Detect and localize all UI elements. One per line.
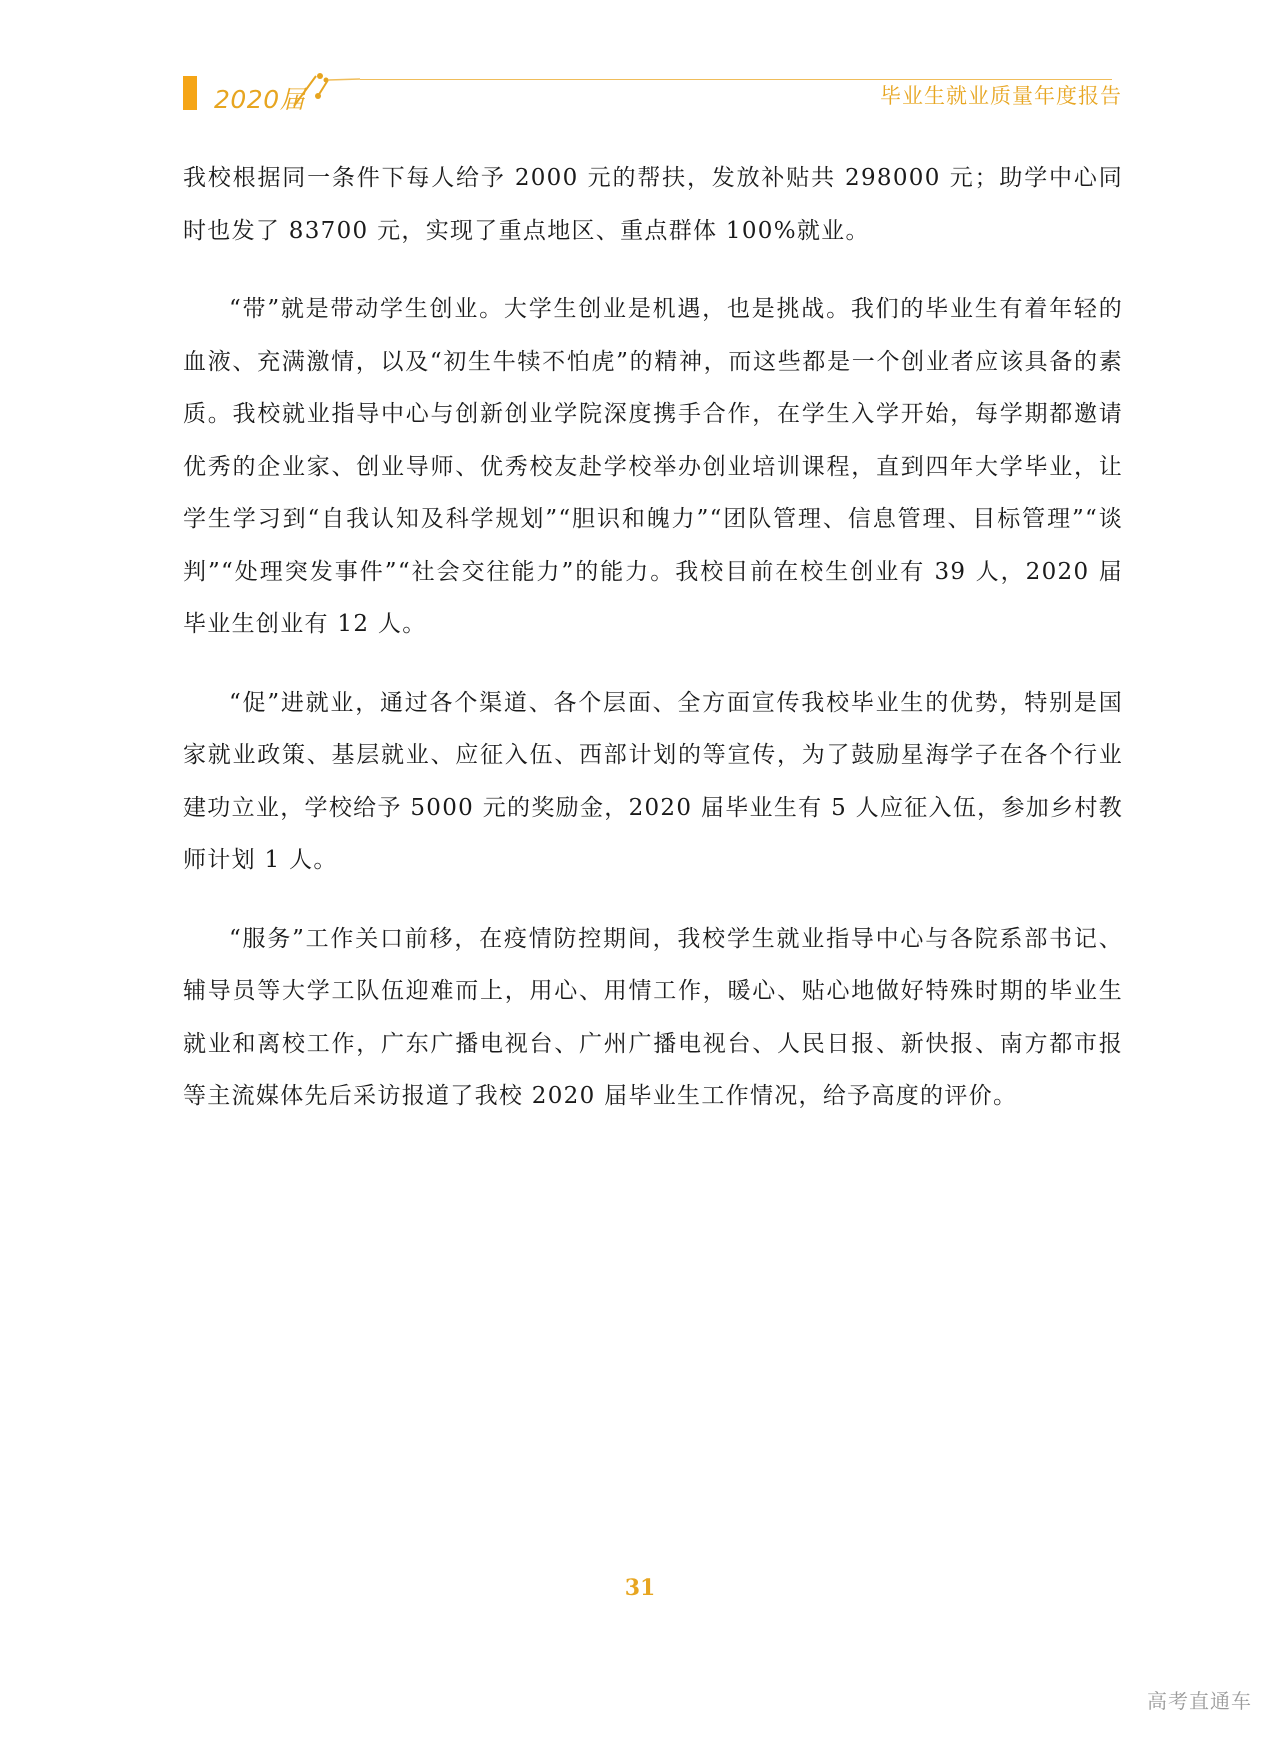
header-slash-dots-icon xyxy=(290,70,362,110)
body-text xyxy=(183,152,1123,1149)
header-accent-bar xyxy=(183,76,197,110)
page-header xyxy=(0,0,1280,130)
watermark: 高考直通车 xyxy=(1147,1689,1252,1713)
paragraph-continuation: 我校根据同一条件下每人给予 2000 元的帮扶，发放补贴共 298000 元；助学中心同时也发了 83700 元，实现了重点地区、重点群体 100%就业。 xyxy=(183,165,1123,244)
paragraph-promote-employment: “促”进就业，通过各个渠道、各个层面、全方面宣传我校毕业生的优势，特别是国家就业政策、基层就业、应征入伍、西部计划的等宣传，为了鼓励星海学子在各个行业建功立业，学校给予 5000 元的奖励金，2020 届毕业生有 5 人应征入伍，参加乡村教师计划 1 人。 xyxy=(183,689,1123,873)
page-number: 31 xyxy=(624,1575,656,1601)
header-report-title: 毕业生就业质量年度报告 xyxy=(880,84,1122,108)
header-year-label: 2020届 xyxy=(214,85,306,114)
paragraph-service: “服务”工作关口前移，在疫情防控期间，我校学生就业指导中心与各院系部书记、辅导员等大学工队伍迎难而上，用心、用情工作，暖心、贴心地做好特殊时期的毕业生就业和离校工作，广东广播电视台、广州广播电视台、人民日报、新快报、南方都市报等主流媒体先后采访报道了我校 2020 届毕业生工作情况，给予高度的评价。 xyxy=(183,925,1123,1109)
paragraph-entrepreneurship: “带”就是带动学生创业。大学生创业是机遇，也是挑战。我们的毕业生有着年轻的血液、充满激情，以及“初生牛犊不怕虎”的精神，而这些都是一个创业者应该具备的素质。我校就业指导中心与创新创业学院深度携手合作，在学生入学开始，每学期都邀请优秀的企业家、创业导师、优秀校友赴学校举办创业培训课程，直到四年大学毕业，让学生学习到“自我认知及科学规划”“胆识和魄力”“团队管理、信息管理、目标管理”“谈判”“处理突发事件”“社会交往能力”的能力。我校目前在校生创业有 39 人，2020 届毕业生创业有 12 人。 xyxy=(183,296,1123,637)
